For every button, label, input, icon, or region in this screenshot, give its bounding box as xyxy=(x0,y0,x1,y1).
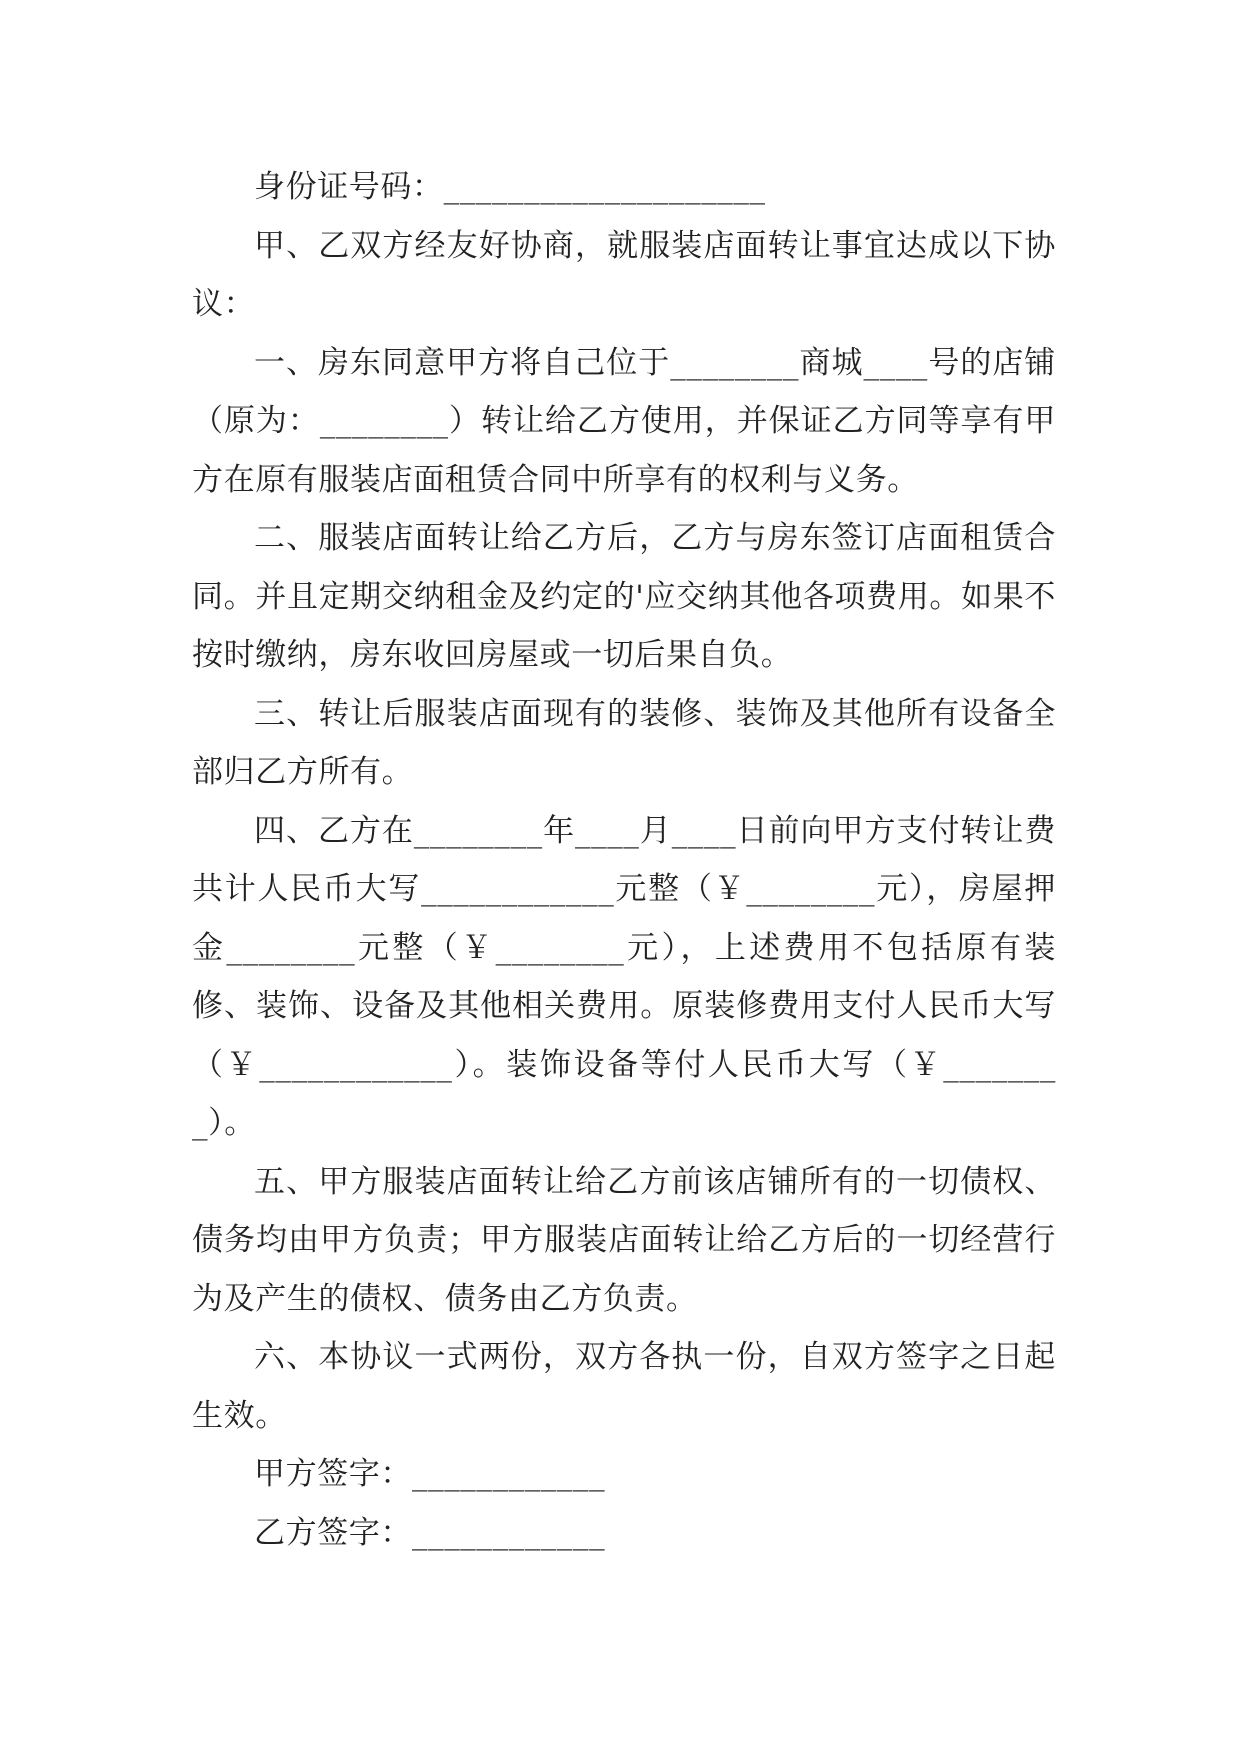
party-b-signature-line: 乙方签字：____________ xyxy=(254,1514,606,1551)
clause-2-paragraph: 二、服装店面转让给乙方后，乙方与房东签订店面租赁合同。并且定期交纳租金及约定的'应交纳其他各项费用。如果不按时缴纳，房东收回房屋或一切后果自负。 xyxy=(192,520,1056,673)
clause-4-paragraph: 四、乙方在________年____月____日前向甲方支付转让费共计人民币大写____________元整（￥________元），房屋押金________元整（￥________元），上述费用不包括原有装修、装饰、设备及其他相关费用。原装修费用支付人民币大写（￥____________）。装饰设备等付人民币大写（￥________）。 xyxy=(192,812,1056,1141)
clause-1-paragraph: 一、房东同意甲方将自己位于________商城____号的店铺（原为：________）转让给乙方使用，并保证乙方同等享有甲方在原有服装店面租赁合同中所享有的权利与义务。 xyxy=(192,344,1056,498)
clause-5-paragraph: 五、甲方服装店面转让给乙方前该店铺所有的一切债权、债务均由甲方负责；甲方服装店面转让给乙方后的一切经营行为及产生的债权、债务由乙方负责。 xyxy=(192,1163,1056,1317)
clause-6-paragraph: 六、本协议一式两份，双方各执一份，自双方签字之日起生效。 xyxy=(192,1339,1056,1434)
party-a-signature-line: 甲方签字：____________ xyxy=(254,1456,606,1492)
clause-3-paragraph: 三、转让后服装店面现有的装修、装饰及其他所有设备全部归乙方所有。 xyxy=(192,695,1056,790)
document-page xyxy=(192,158,1056,1562)
preamble-paragraph: 甲、乙双方经友好协商，就服装店面转让事宜达成以下协议： xyxy=(192,227,1056,322)
id-number-line: 身份证号码：____________________ xyxy=(254,169,766,205)
